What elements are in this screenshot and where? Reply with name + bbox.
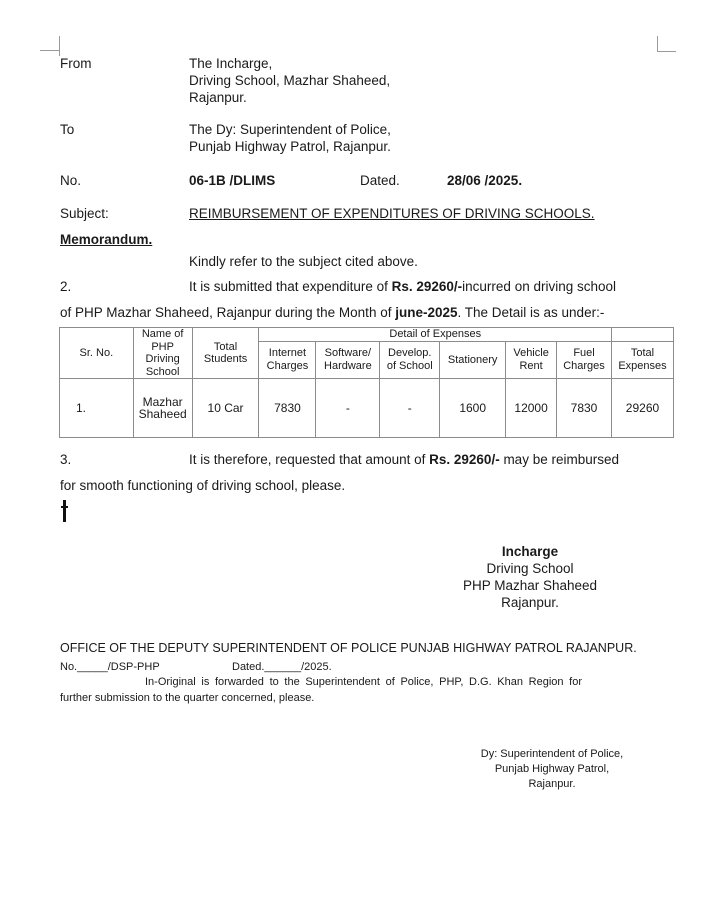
cell-school-name: Mazhar Shaheed <box>133 379 192 438</box>
memorandum-heading: Memorandum. <box>60 232 153 247</box>
header-school-name: Name of PHP Driving School <box>133 328 192 379</box>
header-software: Software/ Hardware <box>316 341 380 378</box>
text-cursor[interactable] <box>63 500 66 522</box>
signature-block-dsp <box>452 747 652 792</box>
to-line: The Dy: Superintendent of Police, <box>189 122 391 137</box>
to-label: To <box>60 122 75 137</box>
margin-mark-top-right <box>657 36 658 52</box>
endorsement-dated: Dated.______/2025. <box>232 661 332 673</box>
dated-value: 28/06 /2025. <box>447 173 523 188</box>
signature-line: Dy: Superintendent of Police, <box>480 748 624 760</box>
paragraph-3-line-2: for smooth functioning of driving school, please. <box>60 478 346 493</box>
to-address <box>189 121 391 155</box>
paragraph-2-line-2 <box>60 304 604 321</box>
signature-line: Rajanpur. <box>501 595 559 610</box>
header-total-students: Total Students <box>192 328 259 379</box>
endorsement-no: No._____/DSP-PHP <box>60 661 160 673</box>
margin-mark-top-right <box>657 51 676 52</box>
header-sr-no: Sr. No. <box>60 328 134 379</box>
margin-mark-top-left <box>40 50 59 51</box>
signature-line: Punjab Highway Patrol, <box>494 763 610 775</box>
endorsement-text-line-2: further submission to the quarter concerned, please. <box>60 692 315 704</box>
header-total: Total Expenses <box>611 341 673 378</box>
paragraph-2-line-1 <box>189 278 616 295</box>
from-address <box>189 55 390 106</box>
subject-text: REIMBURSEMENT OF EXPENDITURES OF DRIVING SCHOOLS. <box>189 206 595 221</box>
from-label: From <box>60 56 92 71</box>
from-line: The Incharge, <box>189 56 273 71</box>
signature-line: Driving School <box>486 561 574 576</box>
cell-total-students: 10 Car <box>192 379 259 438</box>
endorsement-text-line-1: In-Original is forwarded to the Superintendent of Police, PHP, D.G. Khan Region for <box>145 676 582 688</box>
para2-month: june-2025 <box>395 305 458 320</box>
to-line: Punjab Highway Patrol, Rajanpur. <box>189 139 391 154</box>
table-row <box>60 379 674 438</box>
reference-number: 06-1B /DLIMS <box>189 173 276 188</box>
cell-vehicle-rent: 12000 <box>506 379 557 438</box>
para2-text: incurred on driving school <box>462 279 617 294</box>
para2-amount: Rs. 29260/- <box>391 279 463 294</box>
dated-label: Dated. <box>360 173 400 188</box>
header-internet: Internet Charges <box>259 341 316 378</box>
para2-text: It is submitted that expenditure of <box>189 279 392 294</box>
cell-sr-no: 1. <box>60 379 134 438</box>
paragraph-3-line-1 <box>189 451 619 468</box>
para3-text: It is therefore, requested that amount of <box>189 452 430 467</box>
paragraph-3-number: 3. <box>60 452 72 467</box>
from-line: Driving School, Mazhar Shaheed, <box>189 73 391 88</box>
header-vehicle-rent: Vehicle Rent <box>506 341 557 378</box>
para3-amount: Rs. 29260/- <box>429 452 500 467</box>
cell-fuel: 7830 <box>557 379 612 438</box>
signature-line: PHP Mazhar Shaheed <box>462 578 598 593</box>
margin-mark-top-left <box>59 36 60 56</box>
paragraph-2-number: 2. <box>60 279 72 294</box>
cell-software: - <box>316 379 380 438</box>
header-detail-of-expenses: Detail of Expenses <box>259 328 612 342</box>
cell-total: 29260 <box>611 379 673 438</box>
signature-block-incharge <box>430 543 630 611</box>
from-line: Rajanpur. <box>189 90 247 105</box>
para2-text: of PHP Mazhar Shaheed, Rajanpur during the Month of <box>60 305 396 320</box>
subject-label: Subject: <box>60 206 109 221</box>
header-stationery: Stationery <box>440 341 506 378</box>
office-heading: OFFICE OF THE DEPUTY SUPERINTENDENT OF POLICE PUNJAB HIGHWAY PATROL RAJANPUR. <box>60 641 637 655</box>
header-fuel: Fuel Charges <box>557 341 612 378</box>
expense-table <box>59 327 674 438</box>
signature-title: Incharge <box>501 544 559 559</box>
header-empty <box>611 328 673 342</box>
para2-text: . The Detail is as under:- <box>457 305 605 320</box>
cell-stationery: 1600 <box>440 379 506 438</box>
header-develop: Develop. of School <box>380 341 440 378</box>
paragraph-1: Kindly refer to the subject cited above. <box>189 254 418 269</box>
signature-line: Rajanpur. <box>528 778 576 790</box>
cell-develop: - <box>380 379 440 438</box>
no-label: No. <box>60 173 82 188</box>
para3-text: may be reimbursed <box>499 452 619 467</box>
cell-internet: 7830 <box>259 379 316 438</box>
